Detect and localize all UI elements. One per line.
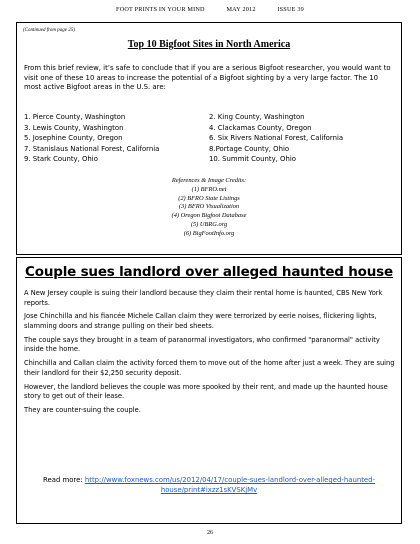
article-paragraph: The couple says they brought in a team of paranormal investigators, who confirmed "paranormal" activity inside the home. [24, 335, 380, 354]
list-item: 1. Pierce County, Washington [24, 113, 126, 121]
intro-paragraph: From this brief review, it’s safe to conclude that if you are a serious Bigfoot researcher, you would want to visit one of these 10 areas to increase the potential of a Bigfoot sighting by a very large factor. The 10 most active Bigfoot areas in the U.S. are: [24, 64, 391, 92]
article-paragraph: However, the landlord believes the couple was more spooked by their rent, and made up the haunted house story to get out of their lease. [24, 382, 388, 401]
article-paragraph: Jose Chinchilla and his fiancée Michele Callan claim they were terrorized by eerie noises, flickering lights, slamming doors and strange pulling on their bed sheets. [24, 312, 377, 330]
page-number: 26 [207, 530, 213, 536]
list-item: 8.Portage County, Ohio [209, 144, 290, 153]
list-item: 9. Stark County, Ohio [24, 155, 98, 163]
article-paragraph: A New Jersey couple is suing their landlord because they claim their rental home is haunted, CBS New York reports. [24, 289, 383, 307]
list-item: 4. Clackamas County, Oregon [209, 123, 312, 132]
reference-item: (1) BFRO.net [191, 185, 227, 193]
continued-note: (Continued from page 25) [23, 28, 75, 33]
reference-item: (3) BFRO Visualization [178, 203, 240, 211]
list-item: 10. Summit County, Ohio [209, 155, 296, 163]
read-more-link[interactable]: http://www.foxnews.com/us/2012/04/17/couple-sues-landlord-over-alleged-haunted-house/print#ixzz1sKVSKjMv [84, 476, 375, 494]
references [17, 177, 401, 239]
list-item: 3. Lewis County, Washington [24, 123, 124, 132]
read-more [17, 475, 401, 495]
page-header [0, 6, 420, 13]
issue-number: ISSUE 39 [277, 6, 304, 13]
reference-item: (2) BFRO State Listings [178, 194, 240, 202]
read-more-label: Read more: [43, 476, 85, 484]
references-title: References & Image Credits: [171, 177, 247, 184]
issue-date: MAY 2012 [226, 6, 256, 13]
reference-item: (4) Oregon Bigfoot Database [171, 212, 247, 220]
list-item: 6. Six Rivers National Forest, California [209, 134, 344, 142]
publication-name: FOOT PRINTS IN YOUR MIND [116, 6, 205, 13]
list-item: 5. Josephine County, Oregon [24, 134, 123, 142]
article-title: Couple sues landlord over alleged haunted house [25, 264, 393, 280]
reference-item: (6) BigFootInfo.org [183, 229, 235, 237]
article-body [24, 289, 396, 420]
list-item: 7. Stanislaus National Forest, California [24, 144, 160, 153]
article-paragraph: They are counter-suing the couple. [24, 405, 141, 414]
sites-list [24, 112, 396, 165]
bigfoot-sites-article [16, 22, 402, 255]
article-title: Top 10 Bigfoot Sites in North America [127, 39, 291, 50]
haunted-house-article [16, 257, 402, 524]
list-item: 2. King County, Washington [209, 113, 305, 121]
reference-item: (5) UBRG.org [190, 220, 228, 228]
article-paragraph: Chinchilla and Callan claim the activity forced them to move out of the home after just a week. They are suing their landlord for their $2,250 security deposit. [24, 359, 395, 377]
